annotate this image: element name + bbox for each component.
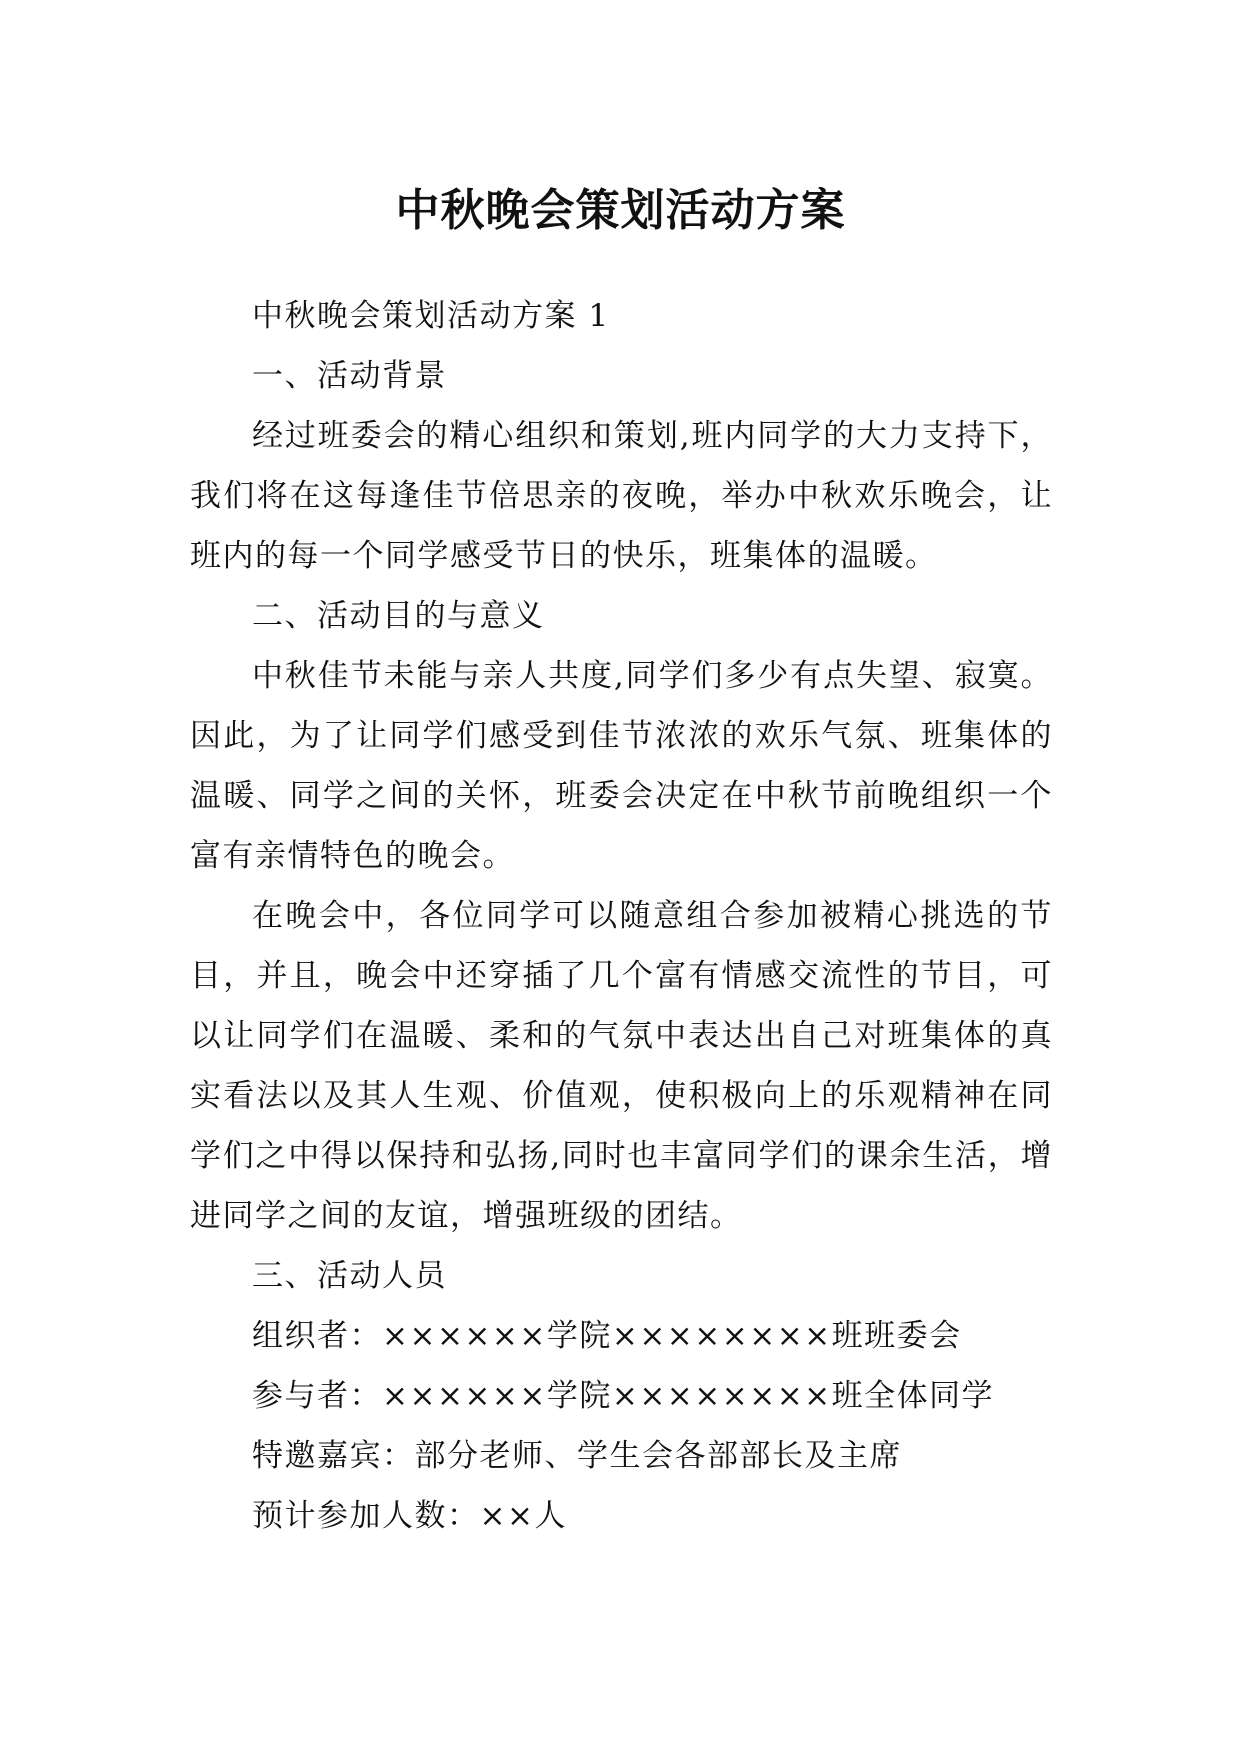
document-title: 中秋晚会策划活动方案 xyxy=(395,185,846,237)
subtitle-paragraph: 中秋晚会策划活动方案 1 xyxy=(252,298,610,334)
participant-line: 参与者：××××××学院××××××××班全体同学 xyxy=(252,1378,995,1414)
section-heading-background: 一、活动背景 xyxy=(252,358,447,394)
background-paragraph: 经过班委会的精心组织和策划,班内同学的大力支持下，我们将在这每逢佳节倍思亲的夜晚，举办中秋欢乐晚会，让班内的每一个同学感受节日的快乐，班集体的温暖。 xyxy=(190,418,1053,574)
section-heading-personnel: 三、活动人员 xyxy=(252,1258,447,1294)
program-paragraph: 在晚会中，各位同学可以随意组合参加被精心挑选的节目，并且，晚会中还穿插了几个富有情感交流性的节目，可以让同学们在温暖、柔和的气氛中表达出自己对班集体的真实看法以及其人生观、价值观，使积极向上的乐观精神在同学们之中得以保持和弘扬,同时也丰富同学们的课余生活，增进同学之间的友谊，增强班级的团结。 xyxy=(190,898,1053,1234)
section-heading-purpose: 二、活动目的与意义 xyxy=(252,598,545,634)
organizer-line: 组织者：××××××学院××××××××班班委会 xyxy=(252,1318,962,1354)
attendance-line: 预计参加人数：××人 xyxy=(252,1498,567,1534)
guest-line: 特邀嘉宾：部分老师、学生会各部部长及主席 xyxy=(252,1438,902,1474)
purpose-paragraph: 中秋佳节未能与亲人共度,同学们多少有点失望、寂寞。因此，为了让同学们感受到佳节浓浓的欢乐气氛、班集体的温暖、同学之间的关怀，班委会决定在中秋节前晚组织一个富有亲情特色的晚会。 xyxy=(190,658,1053,874)
document-body xyxy=(190,286,1053,1546)
